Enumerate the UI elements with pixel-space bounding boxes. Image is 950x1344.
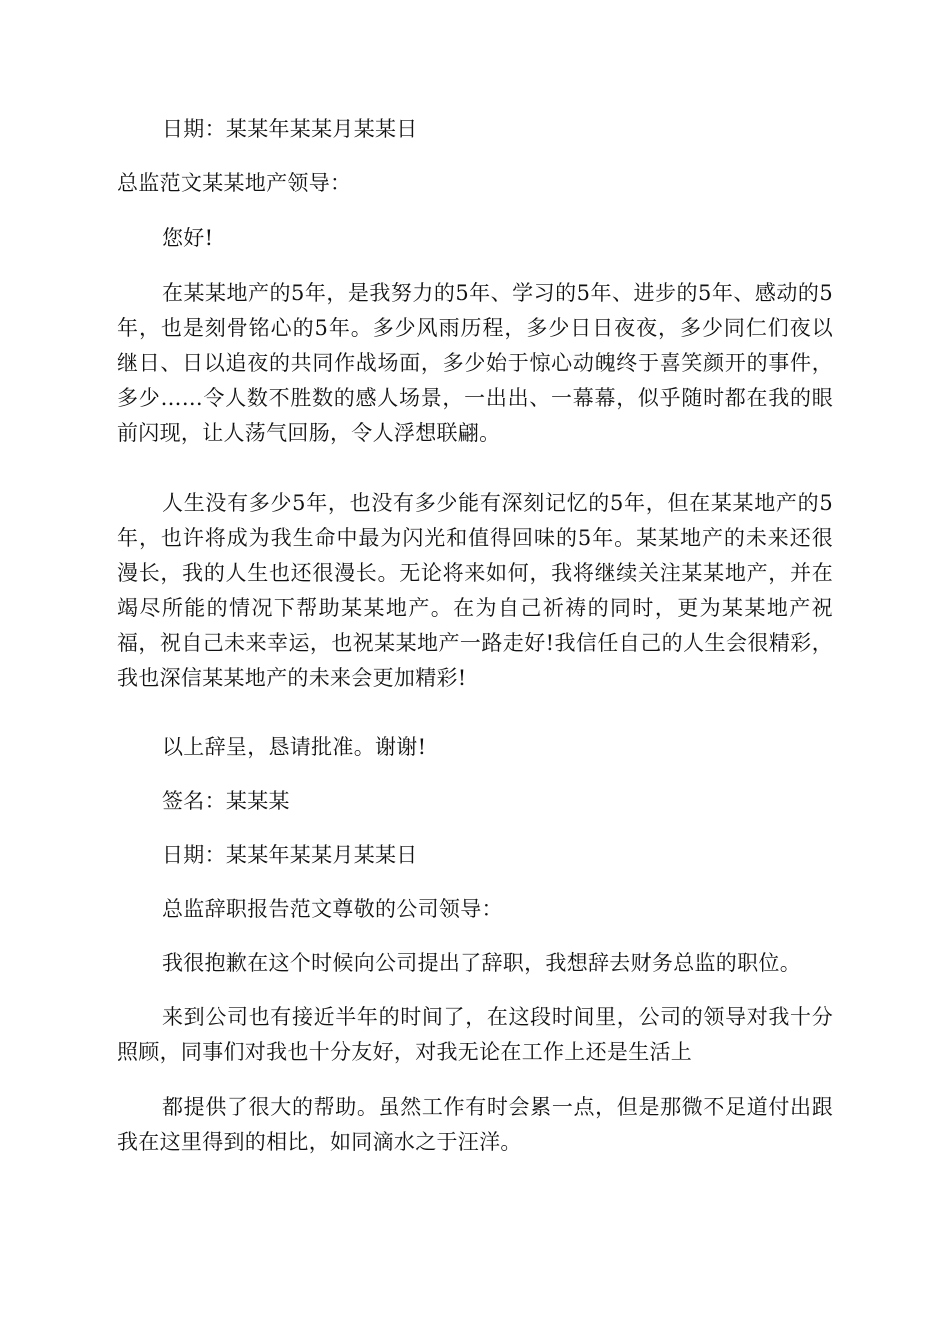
body-paragraph-5: 都提供了很大的帮助。虽然工作有时会累一点，但是那微不足道付出跟我在这里得到的相比，如同滴水之于汪洋。 — [117, 1095, 833, 1154]
body-paragraph-4: 来到公司也有接近半年的时间了，在这段时间里，公司的领导对我十分照顾，同事们对我也十分友好，对我无论在工作上还是生活上 — [117, 1005, 833, 1064]
date-line-1: 日期：某某年某某月某某日 — [162, 117, 418, 141]
body-paragraph-1: 在某某地产的5年，是我努力的5年、学习的5年、进步的5年、感动的5年，也是刻骨铭心的5年。多少风雨历程，多少日日夜夜，多少同仁们夜以继日、日以追夜的共同作战场面，多少始于惊心动魄终于喜笑颜开的事件，多少……令人数不胜数的感人场景，一出出、一幕幕，似乎随时都在我的眼前闪现，让人荡气回肠，令人浮想联翩。 — [117, 281, 833, 445]
date-line-2: 日期：某某年某某月某某日 — [162, 843, 418, 867]
salutation-2: 总监辞职报告范文尊敬的公司领导： — [162, 897, 503, 921]
salutation-1: 总监范文某某地产领导： — [117, 171, 352, 195]
body-paragraph-3: 我很抱歉在这个时候向公司提出了辞职，我想辞去财务总监的职位。 — [162, 951, 801, 975]
closing-request: 以上辞呈，恳请批准。谢谢! — [162, 735, 427, 759]
greeting: 您好! — [162, 226, 214, 250]
signature-line: 签名：某某某 — [162, 789, 290, 813]
body-paragraph-2: 人生没有多少5年，也没有多少能有深刻记忆的5年，但在某某地产的5年，也许将成为我生命中最为闪光和值得回味的5年。某某地产的未来还很漫长，我的人生也还很漫长。无论将来如何，我将继续关注某某地产，并在竭尽所能的情况下帮助某某地产。在为自己祈祷的同时，更为某某地产祝福，祝自己未来幸运，也祝某某地产一路走好!我信任自己的人生会很精彩，我也深信某某地产的未来会更加精彩! — [117, 491, 833, 690]
